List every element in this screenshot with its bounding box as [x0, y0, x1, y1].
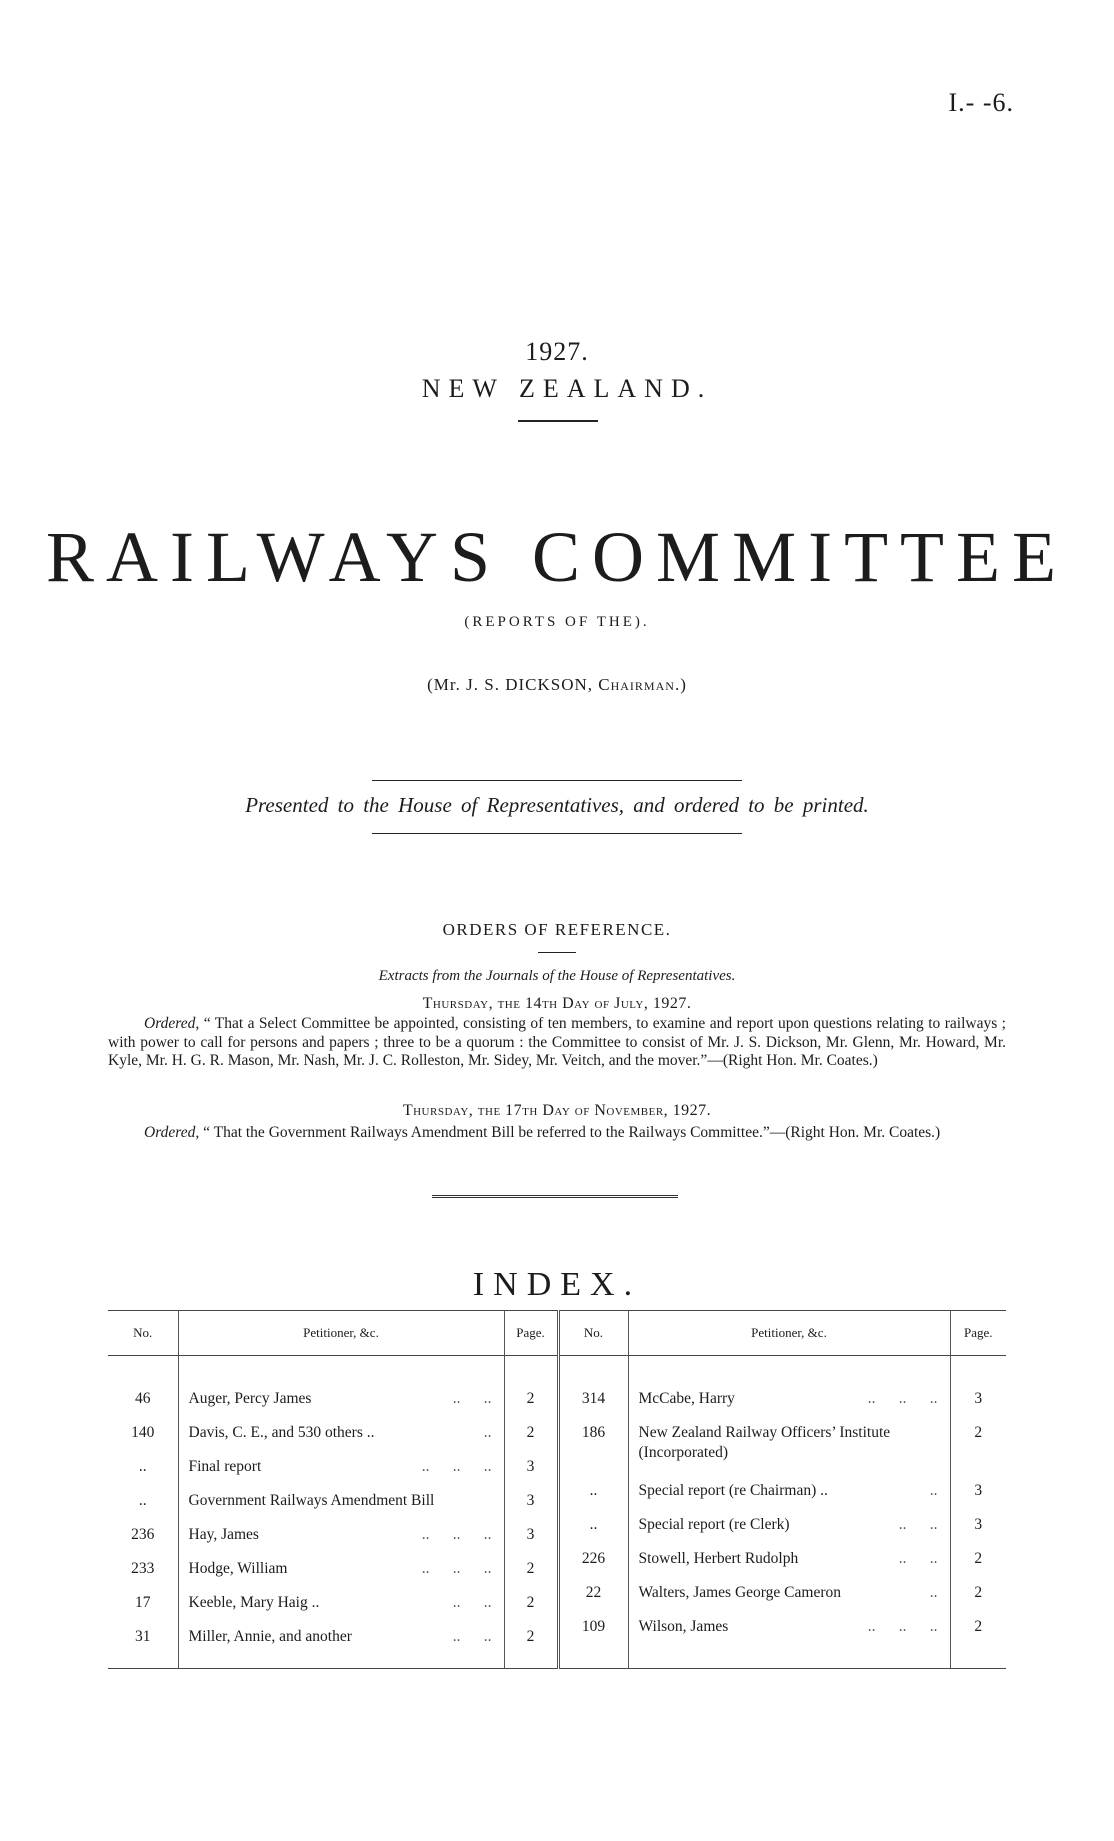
entry-petitioner	[629, 1542, 950, 1576]
extracts-line: Extracts from the Journals of the House of Representatives.	[378, 968, 736, 984]
entry-petitioner	[179, 1450, 504, 1484]
leader-dots: .. ..	[898, 1516, 938, 1533]
entry-number: 226	[581, 1550, 606, 1567]
leader-dots: .. ..	[898, 1550, 938, 1567]
header-no: No.	[108, 1311, 178, 1356]
entry-page: 3	[526, 1458, 535, 1475]
header-petitioner: Petitioner, &c.	[628, 1311, 950, 1356]
header-no: No.	[558, 1311, 628, 1356]
leader-dots: .. .. ..	[867, 1618, 938, 1635]
divider	[518, 420, 598, 422]
petitioner-name: Auger, Percy James	[188, 1390, 312, 1407]
left-page-column	[505, 1356, 557, 1668]
leader-dots: .. .. ..	[867, 1390, 938, 1407]
leader-dots: .. .. ..	[421, 1560, 492, 1577]
leader-dots: .. ..	[452, 1390, 492, 1407]
right-page-column	[951, 1356, 1007, 1658]
petitioner-name: Walters, James George Cameron	[638, 1584, 841, 1601]
header-page: Page.	[950, 1311, 1006, 1356]
divider	[432, 1195, 678, 1198]
document-reference: I.- -6.	[948, 88, 1014, 117]
entry-number: 186	[581, 1424, 606, 1441]
petitioner-name: McCabe, Harry	[638, 1390, 735, 1407]
petitioner-name: Miller, Annie, and another	[188, 1628, 352, 1645]
entry-petitioner	[179, 1382, 504, 1416]
petitioner-name: Wilson, James	[638, 1618, 729, 1635]
order-paragraph-2	[108, 1124, 1006, 1143]
right-petitioner-column	[629, 1356, 950, 1658]
entry-number: 314	[581, 1390, 606, 1407]
ordered-label: Ordered,	[144, 1015, 200, 1032]
divider	[372, 833, 742, 834]
entry-petitioner	[629, 1382, 950, 1416]
entry-petitioner	[179, 1484, 504, 1518]
entry-petitioner	[629, 1508, 950, 1542]
index-header-row	[108, 1311, 1006, 1356]
divider	[372, 780, 742, 781]
entry-petitioner	[629, 1576, 950, 1610]
leader-dots: .. .. ..	[421, 1458, 492, 1475]
report-title: RAILWAYS COMMITTEE	[46, 517, 1068, 597]
index-table	[108, 1310, 1006, 1669]
petitioner-name: Special report (re Chairman) ..	[638, 1482, 828, 1499]
header-petitioner: Petitioner, &c.	[178, 1311, 504, 1356]
leader-dots: .. ..	[452, 1628, 492, 1645]
entry-petitioner	[179, 1620, 504, 1654]
entry-number: 17	[135, 1594, 151, 1611]
year: 1927.	[525, 337, 589, 366]
entry-page: 3	[974, 1390, 983, 1407]
entry-page: 2	[526, 1424, 535, 1441]
entry-petitioner	[179, 1518, 504, 1552]
left-number-column	[108, 1356, 178, 1668]
entry-page: 2	[526, 1560, 535, 1577]
date-july: Thursday, the 14th Day of July, 1927.	[422, 995, 692, 1012]
entry-page: 2	[974, 1618, 983, 1635]
petitioner-name: Stowell, Herbert Rudolph	[638, 1550, 799, 1567]
left-petitioner-column	[179, 1356, 504, 1668]
petitioner-name: New Zealand Railway Officers’ Institute (Incorporated)	[638, 1424, 891, 1461]
petitioner-name: Hay, James	[188, 1526, 259, 1543]
petitioner-name: Keeble, Mary Haig ..	[188, 1594, 320, 1611]
index-title: INDEX.	[472, 1266, 642, 1303]
orders-heading: ORDERS OF REFERENCE.	[442, 920, 672, 939]
divider	[538, 952, 576, 953]
entry-number: 140	[131, 1424, 155, 1441]
entry-page: 2	[526, 1390, 535, 1407]
leader-dots: ..	[929, 1584, 938, 1601]
entry-number: 236	[131, 1526, 155, 1543]
entry-number: 233	[131, 1560, 155, 1577]
date-november: Thursday, the 17th Day of November, 1927.	[402, 1102, 712, 1119]
entry-page: 2	[974, 1584, 983, 1601]
header-page: Page.	[504, 1311, 558, 1356]
leader-dots: .. .. ..	[421, 1526, 492, 1543]
entry-page: 3	[526, 1492, 535, 1509]
entry-number: 31	[135, 1628, 151, 1645]
entry-petitioner	[179, 1586, 504, 1620]
petitioner-name: Final report	[188, 1458, 262, 1475]
entry-number: ..	[589, 1516, 598, 1533]
petitioner-name: Special report (re Clerk)	[638, 1516, 790, 1533]
order-text: “ That a Select Committee be appointed, consisting of ten members, to examine and report upon questions relating to railways ; with power to call for persons and papers ; three to be a quorum : the Committee to consist of Mr. J. S. Dickson, Mr. Glenn, Mr. Howard, Mr. Kyle, Mr. H. G. R. Mason, Mr. Nash, Mr. J. C. Rolleston, Mr. Sidey, Mr. Veitch, and the mover.”—(Right Hon. Mr. Coates.)	[108, 1015, 1006, 1070]
entry-petitioner	[629, 1416, 950, 1474]
ordered-label: Ordered,	[144, 1124, 200, 1141]
entry-number: ..	[589, 1482, 598, 1499]
right-number-column	[560, 1356, 628, 1658]
entry-petitioner	[629, 1610, 950, 1644]
report-subtitle: (REPORTS OF THE).	[464, 614, 650, 630]
petitioner-name: Davis, C. E., and 530 others ..	[188, 1424, 375, 1441]
entry-page: 2	[526, 1628, 535, 1645]
leader-dots: .. ..	[452, 1594, 492, 1611]
chair-role: Chairman.	[598, 675, 681, 694]
leader-dots: ..	[929, 1482, 938, 1499]
entry-number: ..	[138, 1458, 147, 1475]
entry-page: 2	[526, 1594, 535, 1611]
presented-line: Presented to the House of Representatives, and ordered to be printed.	[245, 793, 869, 817]
entry-number: 22	[585, 1584, 602, 1601]
country: NEW ZEALAND.	[421, 374, 713, 403]
entry-page: 3	[974, 1516, 983, 1533]
order-paragraph-1	[108, 1015, 1006, 1071]
petitioner-name: Government Railways Amendment Bill	[188, 1492, 435, 1509]
order-text: “ That the Government Railways Amendment Bill be referred to the Railways Committee.”—(Right Hon. Mr. Coates.)	[199, 1124, 941, 1141]
entry-petitioner	[179, 1416, 504, 1450]
entry-page: 2	[974, 1424, 983, 1441]
entry-number: 109	[581, 1618, 606, 1635]
chair-suffix: )	[680, 675, 687, 694]
entry-page: 3	[526, 1526, 535, 1543]
entry-petitioner	[179, 1552, 504, 1586]
entry-page: 3	[974, 1482, 983, 1499]
entry-number: 46	[135, 1390, 151, 1407]
entry-number: ..	[138, 1492, 147, 1509]
chair-prefix: (Mr. J. S. DICKSON,	[427, 675, 599, 694]
leader-dots: ..	[483, 1424, 492, 1441]
entry-page: 2	[974, 1550, 983, 1567]
index-body-row	[108, 1356, 1006, 1669]
entry-petitioner	[629, 1474, 950, 1508]
petitioner-name: Hodge, William	[188, 1560, 288, 1577]
chairman-line	[0, 675, 1114, 695]
